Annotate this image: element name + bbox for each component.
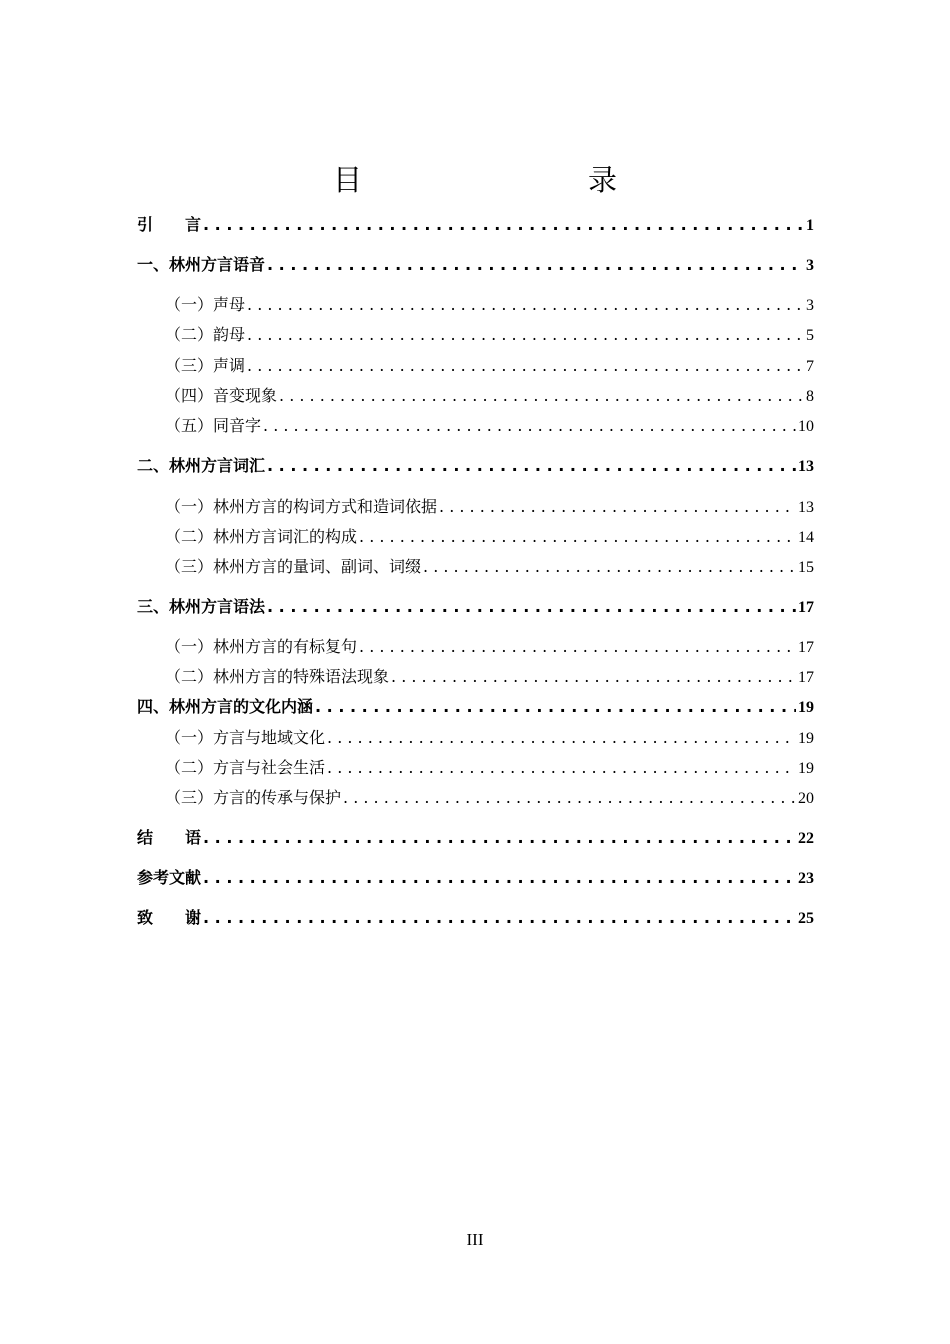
- toc-entry-page: 13: [798, 499, 814, 516]
- dot-leader: [423, 555, 796, 579]
- toc-entry-section[interactable]: [137, 414, 814, 438]
- toc-entry-page: 19: [798, 760, 814, 777]
- toc-entry-section[interactable]: [137, 635, 814, 659]
- dot-leader: [327, 726, 796, 750]
- toc-entry-section[interactable]: [137, 495, 814, 519]
- dot-leader: [267, 454, 796, 478]
- toc-entry-references[interactable]: [137, 866, 814, 890]
- dot-leader: [439, 495, 796, 519]
- toc-entry-label: 引 言: [137, 215, 202, 234]
- toc-entry-label: （二）方言与社会生活: [165, 758, 326, 777]
- toc-entry-label: （三）方言的传承与保护: [165, 788, 342, 807]
- toc-entry-acknowledgements[interactable]: [137, 906, 814, 930]
- toc-entry-label: （一）林州方言的构词方式和造词依据: [165, 497, 438, 516]
- dot-leader: [327, 756, 796, 780]
- toc-entry-page: 17: [798, 599, 814, 616]
- dot-leader: [263, 414, 796, 438]
- toc-entry-page: 19: [798, 730, 814, 747]
- toc-entry-chapter-3[interactable]: [137, 595, 814, 619]
- toc-entry-chapter-4[interactable]: [137, 695, 814, 719]
- dot-leader: [359, 525, 796, 549]
- toc-entry-label: （一）声母: [165, 295, 246, 314]
- toc-entry-page: 20: [798, 790, 814, 807]
- toc-entry-page: 13: [798, 458, 814, 475]
- toc-entry-label: （一）林州方言的有标复句: [165, 637, 358, 656]
- dot-leader: [247, 323, 804, 347]
- toc-entry-label: 三、林州方言语法: [137, 597, 266, 616]
- toc-entry-section[interactable]: [137, 555, 814, 579]
- dot-leader: [279, 384, 804, 408]
- dot-leader: [267, 595, 796, 619]
- toc-entry-page: 7: [806, 358, 814, 375]
- dot-leader: [359, 635, 796, 659]
- dot-leader: [247, 293, 804, 317]
- dot-leader: [203, 866, 796, 890]
- dot-leader: [343, 786, 796, 810]
- toc-entry-label: （一）方言与地域文化: [165, 728, 326, 747]
- toc-entry-page: 17: [798, 669, 814, 686]
- toc-entry-chapter-1[interactable]: [137, 253, 814, 277]
- toc-entry-page: 25: [798, 910, 814, 927]
- toc-entry-section[interactable]: [137, 323, 814, 347]
- toc-entry-chapter-2[interactable]: [137, 454, 814, 478]
- page-number: III: [466, 1230, 484, 1249]
- toc-entry-page: 19: [798, 699, 814, 716]
- dot-leader: [203, 826, 796, 850]
- toc-entry-label: （四）音变现象: [165, 386, 278, 405]
- toc-entry-label: 一、林州方言语音: [137, 255, 266, 274]
- toc-entry-label: （二）韵母: [165, 325, 246, 344]
- toc-entry-section[interactable]: [137, 384, 814, 408]
- dot-leader: [203, 213, 804, 237]
- toc-entry-section[interactable]: [137, 726, 814, 750]
- toc-entry-page: 17: [798, 639, 814, 656]
- toc-entry-page: 22: [798, 830, 814, 847]
- toc-entry-label: 结 语: [137, 828, 202, 847]
- toc-entry-label: 四、林州方言的文化内涵: [137, 697, 314, 716]
- toc-entry-label: 致 谢: [137, 908, 202, 927]
- toc-entry-page: 3: [806, 257, 814, 274]
- toc-entry-label: 参考文献: [137, 868, 202, 887]
- toc-entry-page: 5: [806, 327, 814, 344]
- toc-entry-label: （三）声调: [165, 356, 246, 375]
- toc-entry-page: 15: [798, 559, 814, 576]
- toc-entry-page: 23: [798, 870, 814, 887]
- dot-leader: [203, 906, 796, 930]
- toc-entry-page: 10: [798, 418, 814, 435]
- toc-entry-label: 二、林州方言词汇: [137, 456, 266, 475]
- dot-leader: [315, 695, 796, 719]
- dot-leader: [247, 354, 804, 378]
- dot-leader: [267, 253, 804, 277]
- dot-leader: [391, 665, 796, 689]
- toc-entry-section[interactable]: [137, 525, 814, 549]
- toc-entry-section[interactable]: [137, 756, 814, 780]
- toc-entry-page: 1: [806, 217, 814, 234]
- toc-entry-label: （三）林州方言的量词、副词、词缀: [165, 557, 422, 576]
- toc-entry-conclusion[interactable]: [137, 826, 814, 850]
- toc-entry-section[interactable]: [137, 354, 814, 378]
- toc-entry-label: （二）林州方言词汇的构成: [165, 527, 358, 546]
- toc-title: 目 录: [332, 163, 673, 197]
- toc-entry-label: （二）林州方言的特殊语法现象: [165, 667, 390, 686]
- toc-entry-introduction[interactable]: [137, 213, 814, 237]
- toc-entry-label: （五）同音字: [165, 416, 262, 435]
- toc-entry-section[interactable]: [137, 293, 814, 317]
- toc-entry-page: 8: [806, 388, 814, 405]
- toc-entry-page: 14: [798, 529, 814, 546]
- toc-entry-section[interactable]: [137, 665, 814, 689]
- toc-entry-section[interactable]: [137, 786, 814, 810]
- toc-entry-page: 3: [806, 297, 814, 314]
